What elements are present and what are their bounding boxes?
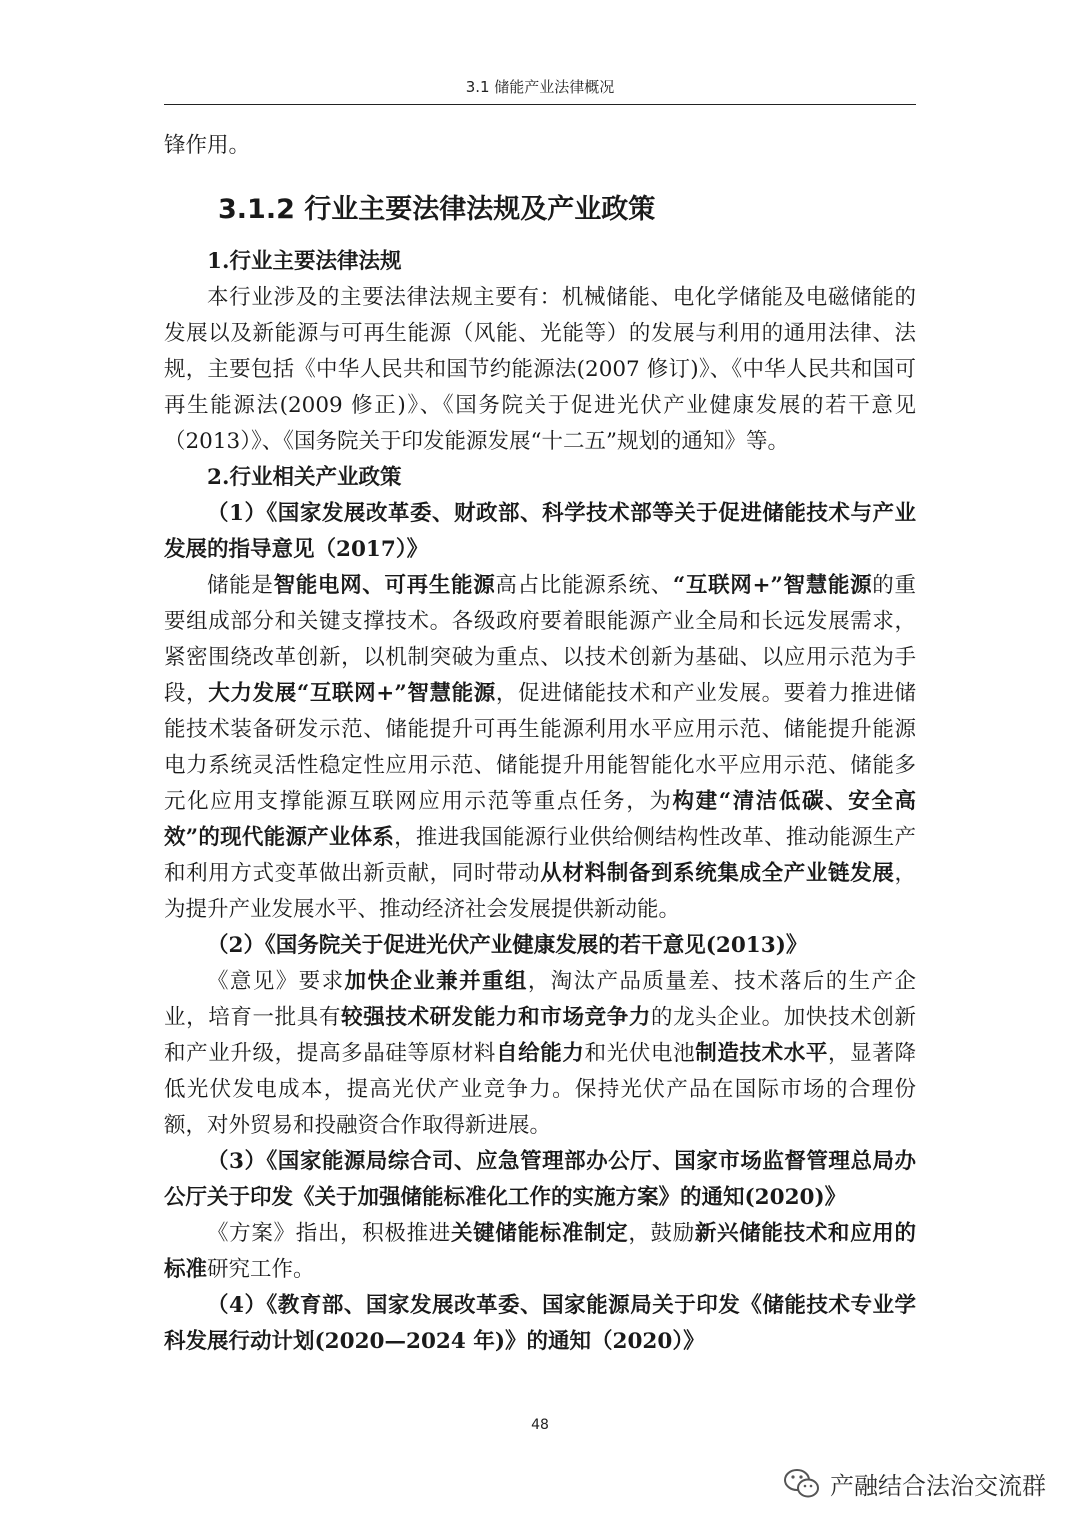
emphasized-text: 大力发展“互联网+”智慧能源 — [208, 681, 496, 706]
laws-body: 本行业涉及的主要法律法规主要有：机械储能、电化学储能及电磁储能的发展以及新能源与可再生能源（风能、光能等）的发展与利用的通用法律、法规，主要包括《中华人民共和国节约能源法(2007 修订)》、《中华人民共和国可再生能源法(2009 修正)》、《国务院关于促进光伏产业健康发展的若干意见（2013）》、《国务院关于印发能源发展“十二五”规划的通知》等。 — [164, 285, 916, 454]
body-text: 研究工作。 — [207, 1257, 315, 1282]
body-text: 的龙头企业。加快技术创新和产业升级，提高多晶硅等原材料 — [164, 1005, 916, 1066]
header-rule — [164, 104, 916, 105]
body-text: ，促进储能技术和产业发展。要着力推进储能技术装备研发示范、储能提升可再生能源利用水平应用示范、储能提升能源电力系统灵活性稳定性应用示范、储能提升用能智能化水平应用示范、储能多元化应用支撑能源互联网应用示范等重点任务，为 — [164, 681, 916, 814]
policy-body-1 — [164, 568, 916, 928]
body-text: ，推进我国能源行业供给侧结构性改革、推动能源生产和利用方式变革做出新贡献，同时带动 — [164, 825, 916, 886]
policy-title-1: （1）《国家发展改革委、财政部、科学技术部等关于促进储能技术与产业发展的指导意见（2017）》 — [164, 501, 916, 562]
emphasized-text: 自给能力 — [496, 1041, 585, 1066]
emphasized-text: 较强技术研发能力和市场竞争力 — [341, 1005, 651, 1030]
emphasized-text: 关键储能标准制定 — [450, 1221, 629, 1246]
body-text: ，为提升产业发展水平、推动经济社会发展提供新动能。 — [164, 861, 916, 922]
policy-body-3 — [164, 1216, 916, 1288]
body-text: 的重要组成部分和关键支撑技术。各级政府要着眼能源产业全局和长远发展需求，紧密围绕改革创新，以机制突破为重点、以技术创新为基础、以应用示范为手段， — [164, 573, 916, 706]
laws-heading: 1.行业主要法律法规 — [207, 249, 402, 274]
emphasized-text: 从材料制备到系统集成全产业链发展 — [540, 861, 895, 886]
policy-title-4: （4）《教育部、国家发展改革委、国家能源局关于印发《储能技术专业学科发展行动计划(2020—2024 年)》的通知（2020）》 — [164, 1293, 916, 1354]
emphasized-text: 智能电网、可再生能源 — [273, 573, 496, 598]
policy-title-3: （3）《国家能源局综合司、应急管理部办公厅、国家市场监督管理总局办公厅关于印发《关于加强储能标准化工作的实施方案》的通知(2020)》 — [164, 1149, 916, 1210]
emphasized-text: 加快企业兼并重组 — [344, 969, 528, 994]
body-text: ，显著降低光伏发电成本，提高光伏产业竞争力。保持光伏产品在国际市场的合理份额，对外贸易和投融资合作取得新进展。 — [164, 1041, 916, 1138]
watermark-text: 产融结合法治交流群 — [830, 1472, 1046, 1500]
body-text: 储能是 — [207, 573, 274, 598]
emphasized-text: “互联网+”智慧能源 — [672, 573, 873, 598]
body-text: ，鼓励 — [628, 1221, 695, 1246]
policies-heading: 2.行业相关产业政策 — [207, 465, 402, 490]
section-title: 3.1.2 行业主要法律法规及产业政策 — [218, 194, 656, 225]
continuation-text: 锋作用。 — [164, 133, 251, 158]
body-text: ，淘汰产品质量差、技术落后的生产企业，培育一批具有 — [164, 969, 916, 1030]
running-header: 3.1 储能产业法律概况 — [465, 78, 615, 96]
body-text: 《意见》要求 — [207, 969, 345, 994]
policy-body-2 — [164, 964, 916, 1144]
emphasized-text: 构建“清洁低碳、安全高效”的现代能源产业体系 — [164, 789, 916, 850]
policy-title-2: （2）《国务院关于促进光伏产业健康发展的若干意见(2013)》 — [207, 933, 808, 958]
body-text: 高占比能源系统、 — [495, 573, 673, 598]
watermark — [782, 1466, 1046, 1501]
body-text: 《方案》指出，积极推进 — [207, 1221, 451, 1246]
page-content — [164, 128, 916, 1360]
page-number: 48 — [531, 1417, 549, 1433]
body-text: 和光伏电池 — [584, 1041, 696, 1066]
emphasized-text: 新兴储能技术和应用的标准 — [164, 1221, 916, 1282]
wechat-icon — [782, 1467, 822, 1501]
emphasized-text: 制造技术水平 — [695, 1041, 829, 1066]
